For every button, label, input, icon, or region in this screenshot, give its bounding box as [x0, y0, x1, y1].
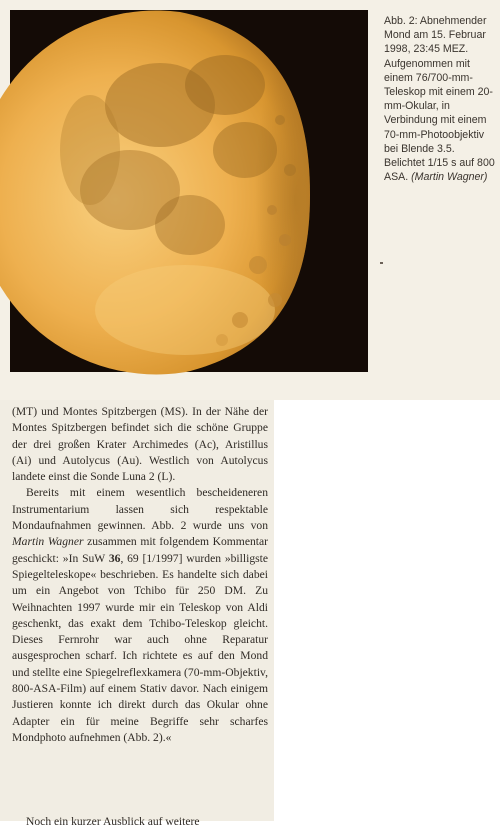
- caption-text: Abb. 2: Abnehmender Mond am 15. Februar 1998, 23:45 MEZ. Aufgenommen mit einem 76/700-mm-Teleskop mit einem 20-mm-Okular, in Verbindung mit einem 70-mm-Photoobjektiv bei Blende 3.5. Belichtet 1/15 s auf 800 ASA.: [384, 15, 495, 184]
- paragraph-1: (MT) und Montes Spitzbergen (MS). In der Nähe der Montes Spitzbergen befindet sich die schöne Gruppe der drei großen Krater Archimedes (Ac), Aristillus (Ai) und Autolycus (Au). Westlich von Autolycus landete einst die Sonde Luna 2 (L).: [12, 405, 268, 484]
- paragraph-2-text-b: zusammen mit folgendem Kommentar geschickt: »In SuW: [12, 535, 268, 565]
- paragraph-2-text-c: , 69 [1/1997] wurden »billigste Spiegelteleskope« beschrieben. Es handelte sich dabei um ein Angebot von Tchibo für 250 DM. Zu Weihnachten 1997 wurde mir ein Teleskop von Aldi geschenkt, das exakt dem Tchibo-Teleskop gleicht. Dieses Fernrohr war auch ohne Reparatur ausgesprochen scharf. Ich richtete es auf den Mond und stellte eine Spiegelreflexkamera (70-mm-Objektiv, 800-ASA-Film) auf einem Stativ davor. Nach einigem Justieren konnte ich direkt durch das Okular ohne Adapter ein für meine Begriffe sehr scharfes Mondphoto aufnehmen (Abb. 2).«: [12, 551, 268, 744]
- moon-photograph: [10, 10, 368, 372]
- volume-number: 36: [108, 551, 121, 565]
- mare-serenitatis: [185, 55, 265, 115]
- moon-image: [10, 10, 368, 372]
- figure-caption: [384, 14, 496, 184]
- caption-credit: (Martin Wagner): [411, 171, 488, 184]
- crater: [232, 312, 248, 328]
- crater: [284, 164, 296, 176]
- scan-speck: [380, 262, 383, 264]
- paragraph-3-cutoff: [12, 814, 268, 828]
- crater: [279, 234, 291, 246]
- crater: [268, 293, 282, 307]
- author-name: Martin Wagner: [12, 535, 84, 549]
- paragraph-2-text-a: Bereits mit einem wesentlich bescheideneren Instrumentarium lassen sich respektable Mondaufnahmen gewinnen. Abb. 2 wurde uns von: [12, 486, 268, 533]
- paragraph-2: [12, 485, 268, 746]
- southern-highlands: [95, 265, 275, 355]
- mare-western: [60, 95, 120, 205]
- paragraph-3-text: Noch ein kurzer Ausblick auf weitere: [26, 815, 200, 828]
- mare-nubium: [155, 195, 225, 255]
- crater: [249, 256, 267, 274]
- crater: [275, 115, 285, 125]
- crater: [267, 205, 277, 215]
- crater: [216, 334, 228, 346]
- article-text: [12, 404, 268, 746]
